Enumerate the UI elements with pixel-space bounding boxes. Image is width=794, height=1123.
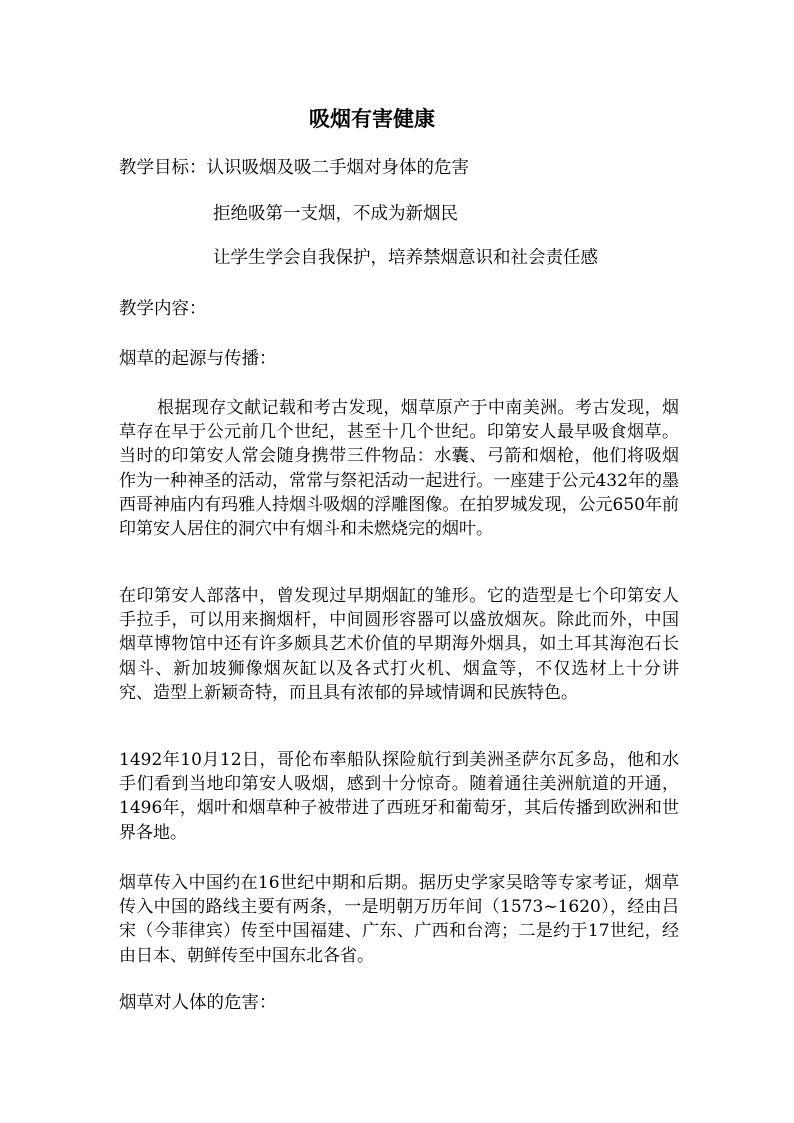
document-title [0,104,794,134]
paragraph-china: 烟草传入中国约在16世纪中期和后期。据历史学家吴晗等专家考证，烟草传入中国的路线主要有两条，一是明朝万历年间（1573~1620），经由吕宋（今菲律宾）传至中国福建、广东、广西和台湾；二是约于17世纪，经由日本、朝鲜传至中国东北各省。 [119,873,679,966]
paragraph-columbus: 1492年10月12日，哥伦布率船队探险航行到美洲圣萨尔瓦多岛，他和水手们看到当地印第安人吸烟，感到十分惊奇。随着通往美洲航道的开通，1496年，烟叶和烟草种子被带进了西班牙和葡萄牙，其后传播到欧洲和世界各地。 [119,750,679,843]
objective-line-3: 让学生学会自我保护，培养禁烟意识和社会责任感 [213,248,598,268]
section-heading-harm: 烟草对人体的危害： [119,993,277,1013]
section-heading-origin: 烟草的起源与传播： [119,349,277,369]
content-heading: 教学内容： [119,299,207,319]
document-title-text: 吸烟有害健康 [309,107,435,131]
paragraph-origin: 根据现存文献记载和考古发现，烟草原产于中南美洲。考古发现，烟草存在早于公元前几个世纪，甚至十几个世纪。印第安人最早吸食烟草。当时的印第安人常会随身携带三件物品：水囊、弓箭和烟枪，他们将吸烟作为一种神圣的活动，常常与祭祀活动一起进行。一座建于公元432年的墨西哥神庙内有玛雅人持烟斗吸烟的浮雕图像。在拍罗城发现，公元650年前印第安人居住的洞穴中有烟斗和未燃烧完的烟叶。 [119,398,679,540]
objective-line-2: 拒绝吸第一支烟，不成为新烟民 [213,204,458,224]
paragraph-ashtray: 在印第安人部落中，曾发现过早期烟缸的雏形。它的造型是七个印第安人手拉手，可以用来搁烟杆，中间圆形容器可以盛放烟灰。除此而外，中国烟草博物馆中还有许多颇具艺术价值的早期海外烟具，如土耳其海泡石长烟斗、新加坡狮像烟灰缸以及各式打火机、烟盒等，不仅选材上十分讲究、造型上新颖奇特，而且具有浓郁的异域情调和民族特色。 [119,586,679,703]
objective-line-1: 教学目标：认识吸烟及吸二手烟对身体的危害 [119,158,469,178]
